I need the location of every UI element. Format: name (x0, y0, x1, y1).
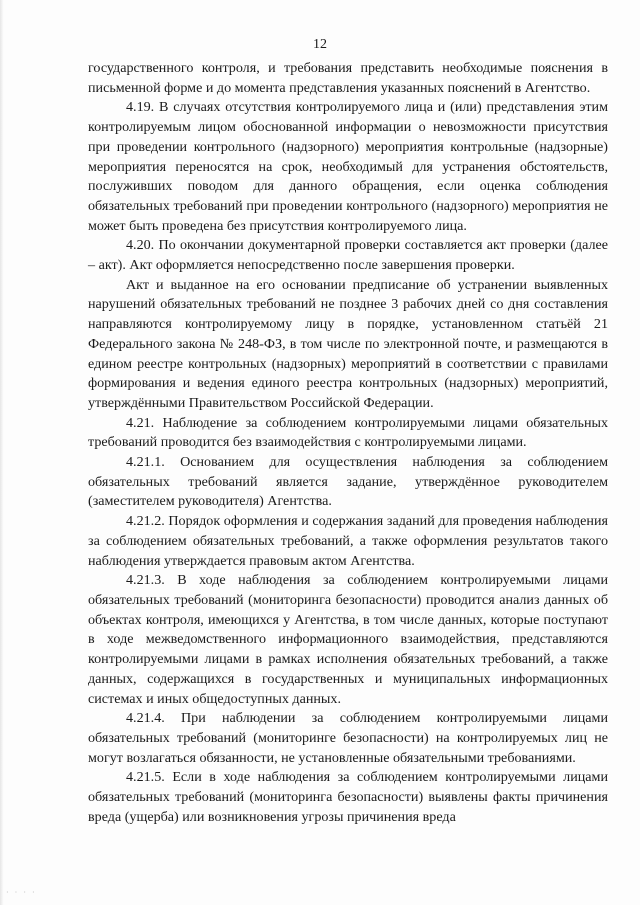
paragraph-4-21: 4.21. Наблюдение за соблюдением контролируемыми лицами обязательных требований проводится без взаимодействия с контролируемыми лицами. (88, 414, 608, 451)
paragraph-4-20: 4.20. По окончании документарной проверки составляется акт проверки (далее – акт). Акт оформляется непосредственно после завершения проверки. (88, 237, 608, 274)
paragraph-continued: государственного контроля, и требования представить необходимые пояснения в письменной форме и до момента представления указанных пояснений в Агентство. (88, 60, 608, 96)
page-number: 12 (313, 37, 327, 52)
paragraph-4-21-5: 4.21.5. Если в ходе наблюдения за соблюдением контролируемыми лицами обязательных требований (мониторинга безопасности) выявлены факты причинения вреда (ущерба) или возникновения угрозы причинения вреда (88, 769, 608, 825)
scan-artifact: · · · · (6, 888, 37, 897)
paragraph-4-21-4: 4.21.4. При наблюдении за соблюдением контролируемыми лицами обязательных требований (мониторинге безопасности) на контролируемых лиц не могут возлагаться обязанности, не установленные обязательными требованиями. (88, 710, 608, 766)
document-body (88, 59, 608, 827)
paragraph-4-21-1: 4.21.1. Основанием для осуществления наблюдения за соблюдением обязательных требований является задание, утверждённое руководителем (заместителем руководителя) Агентства. (88, 454, 608, 510)
paragraph-4-19: 4.19. В случаях отсутствия контролируемого лица и (или) представления этим контролируемым лицом обоснованной информации о невозможности присутствия при проведении контрольного (надзорного) мероприятия контрольные (надзорные) мероприятия переносятся на срок, необходимый для устранения обстоятельств, послуживших поводом для данного обращения, если оценка соблюдения обязательных требований при проведении контрольного (надзорного) мероприятия не может быть проведена без присутствия контролируемого лица. (88, 99, 608, 234)
paragraph-act: Акт и выданное на его основании предписание об устранении выявленных нарушений обязательных требований не позднее 3 рабочих дней со дня составления направляются контролируемому лицу в порядке, установленном статьёй 21 Федерального закона № 248-ФЗ, в том числе по электронной почте, и размещаются в едином реестре контрольных (надзорных) мероприятий в соответствии с правилами формирования и ведения единого реестра контрольных (надзорных) мероприятий, утверждёнными Правительством Российской Федерации. (88, 276, 608, 411)
scan-edge (0, 0, 4, 905)
paragraph-4-21-2: 4.21.2. Порядок оформления и содержания заданий для проведения наблюдения за соблюдением обязательных требований, а также оформления результатов такого наблюдения утверждается правовым актом Агентства. (88, 513, 608, 569)
paragraph-4-21-3: 4.21.3. В ходе наблюдения за соблюдением контролируемыми лицами обязательных требований (мониторинга безопасности) проводится анализ данных об объектах контроля, имеющихся у Агентства, в том числе данных, которые поступают в ходе межведомственного информационного взаимодействия, представляются контролируемыми лицами в рамках исполнения обязательных требований, а также данных, содержащихся в государственных и муниципальных информационных системах и иных общедоступных данных. (88, 572, 608, 707)
